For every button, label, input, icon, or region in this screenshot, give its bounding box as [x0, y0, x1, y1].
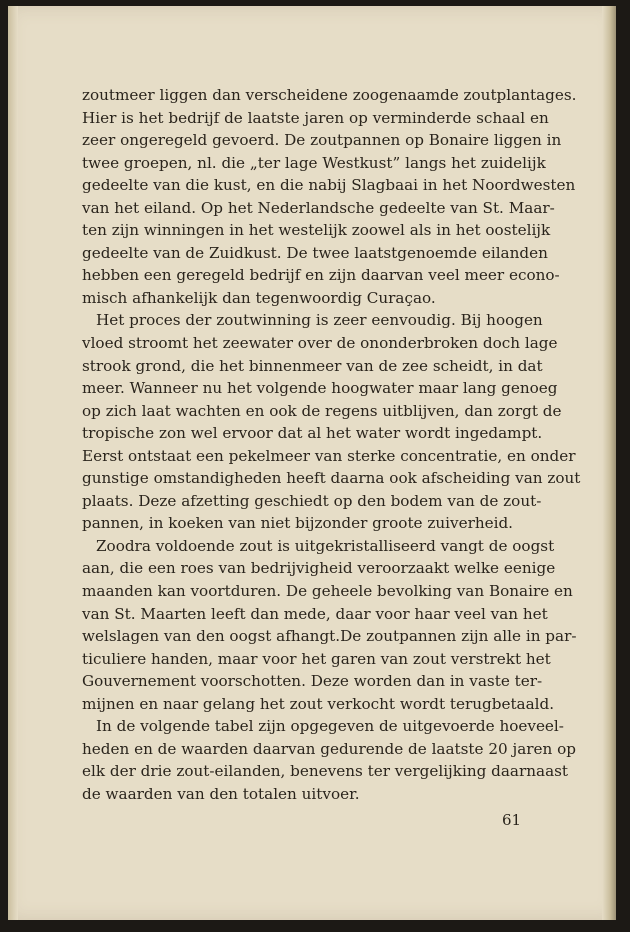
- text-line: strook grond, die het binnenmeer van de zee scheidt, in dat: [82, 356, 543, 375]
- text-line: maanden kan voortduren. De geheele bevolking van Bonaire en: [82, 582, 573, 601]
- text-line: zeer ongeregeld gevoerd. De zoutpannen op Bonaire liggen in: [82, 131, 562, 150]
- page-edge: [602, 6, 616, 920]
- text-line: Eerst ontstaat een pekelmeer van sterke concentratie, en onder: [82, 446, 576, 465]
- text-line: hebben een geregeld bedrijf en zijn daarvan veel meer econo-: [82, 266, 560, 285]
- text-line: de waarden van den totalen uitvoer.: [82, 784, 360, 803]
- text-line: welslagen van den oogst afhangt.De zoutpannen zijn alle in par-: [82, 627, 577, 646]
- text-line: van het eiland. Op het Nederlandsche gedeelte van St. Maar-: [82, 198, 555, 217]
- text-line: tropische zon wel ervoor dat al het water wordt ingedampt.: [82, 424, 543, 443]
- text-line: twee groepen, nl. die „ter lage Westkust” langs het zuidelijk: [82, 153, 546, 172]
- text-line: Zoodra voldoende zout is uitgekristalliseerd vangt de oogst: [96, 536, 555, 555]
- text-line: elk der drie zout-eilanden, benevens ter vergelijking daarnaast: [82, 762, 569, 781]
- text-line: Gouvernement voorschotten. Deze worden dan in vaste ter-: [82, 672, 543, 691]
- text-line: gedeelte van die kust, en die nabij Slagbaai in het Noordwesten: [82, 176, 576, 195]
- text-line: plaats. Deze afzetting geschiedt op den bodem van de zout-: [82, 491, 542, 510]
- text-line: aan, die een roes van bedrijvigheid veroorzaakt welke eenige: [82, 559, 556, 578]
- text-line: op zich laat wachten en ook de regens uitblijven, dan zorgt de: [82, 401, 562, 420]
- text-line: gunstige omstandigheden heeft daarna ook afscheiding van zout: [82, 469, 581, 488]
- text-line: van St. Maarten leeft dan mede, daar voor haar veel van het: [82, 604, 548, 623]
- text-line: gedeelte van de Zuidkust. De twee laatstgenoemde eilanden: [82, 243, 548, 262]
- text-line: pannen, in koeken van niet bijzonder groote zuiverheid.: [82, 514, 514, 533]
- book-page: [8, 6, 616, 920]
- text-line: mijnen en naar gelang het zout verkocht wordt terugbetaald.: [82, 694, 555, 713]
- text-line: vloed stroomt het zeewater over de ononderbroken doch lage: [82, 334, 558, 353]
- page-number: 61: [502, 811, 522, 829]
- text-line: heden en de waarden daarvan gedurende de laatste 20 jaren op: [82, 739, 576, 758]
- text-line: ten zijn winningen in het westelijk zoowel als in het oostelijk: [82, 221, 551, 240]
- text-line: Het proces der zoutwinning is zeer eenvoudig. Bij hoogen: [96, 311, 543, 330]
- text-line: misch afhankelijk dan tegenwoordig Curaçao.: [82, 288, 436, 307]
- text-line: zoutmeer liggen dan verscheidene zoogenaamde zoutplantages.: [82, 86, 577, 104]
- text-line: ticuliere handen, maar voor het garen van zout verstrekt het: [82, 649, 551, 668]
- text-line: Hier is het bedrijf de laatste jaren op verminderde schaal en: [82, 108, 549, 127]
- body-text: [82, 84, 581, 806]
- page-gutter-shadow: [8, 6, 18, 920]
- text-line: In de volgende tabel zijn opgegeven de uitgevoerde hoeveel-: [96, 717, 564, 736]
- text-line: meer. Wanneer nu het volgende hoogwater maar lang genoeg: [82, 379, 558, 398]
